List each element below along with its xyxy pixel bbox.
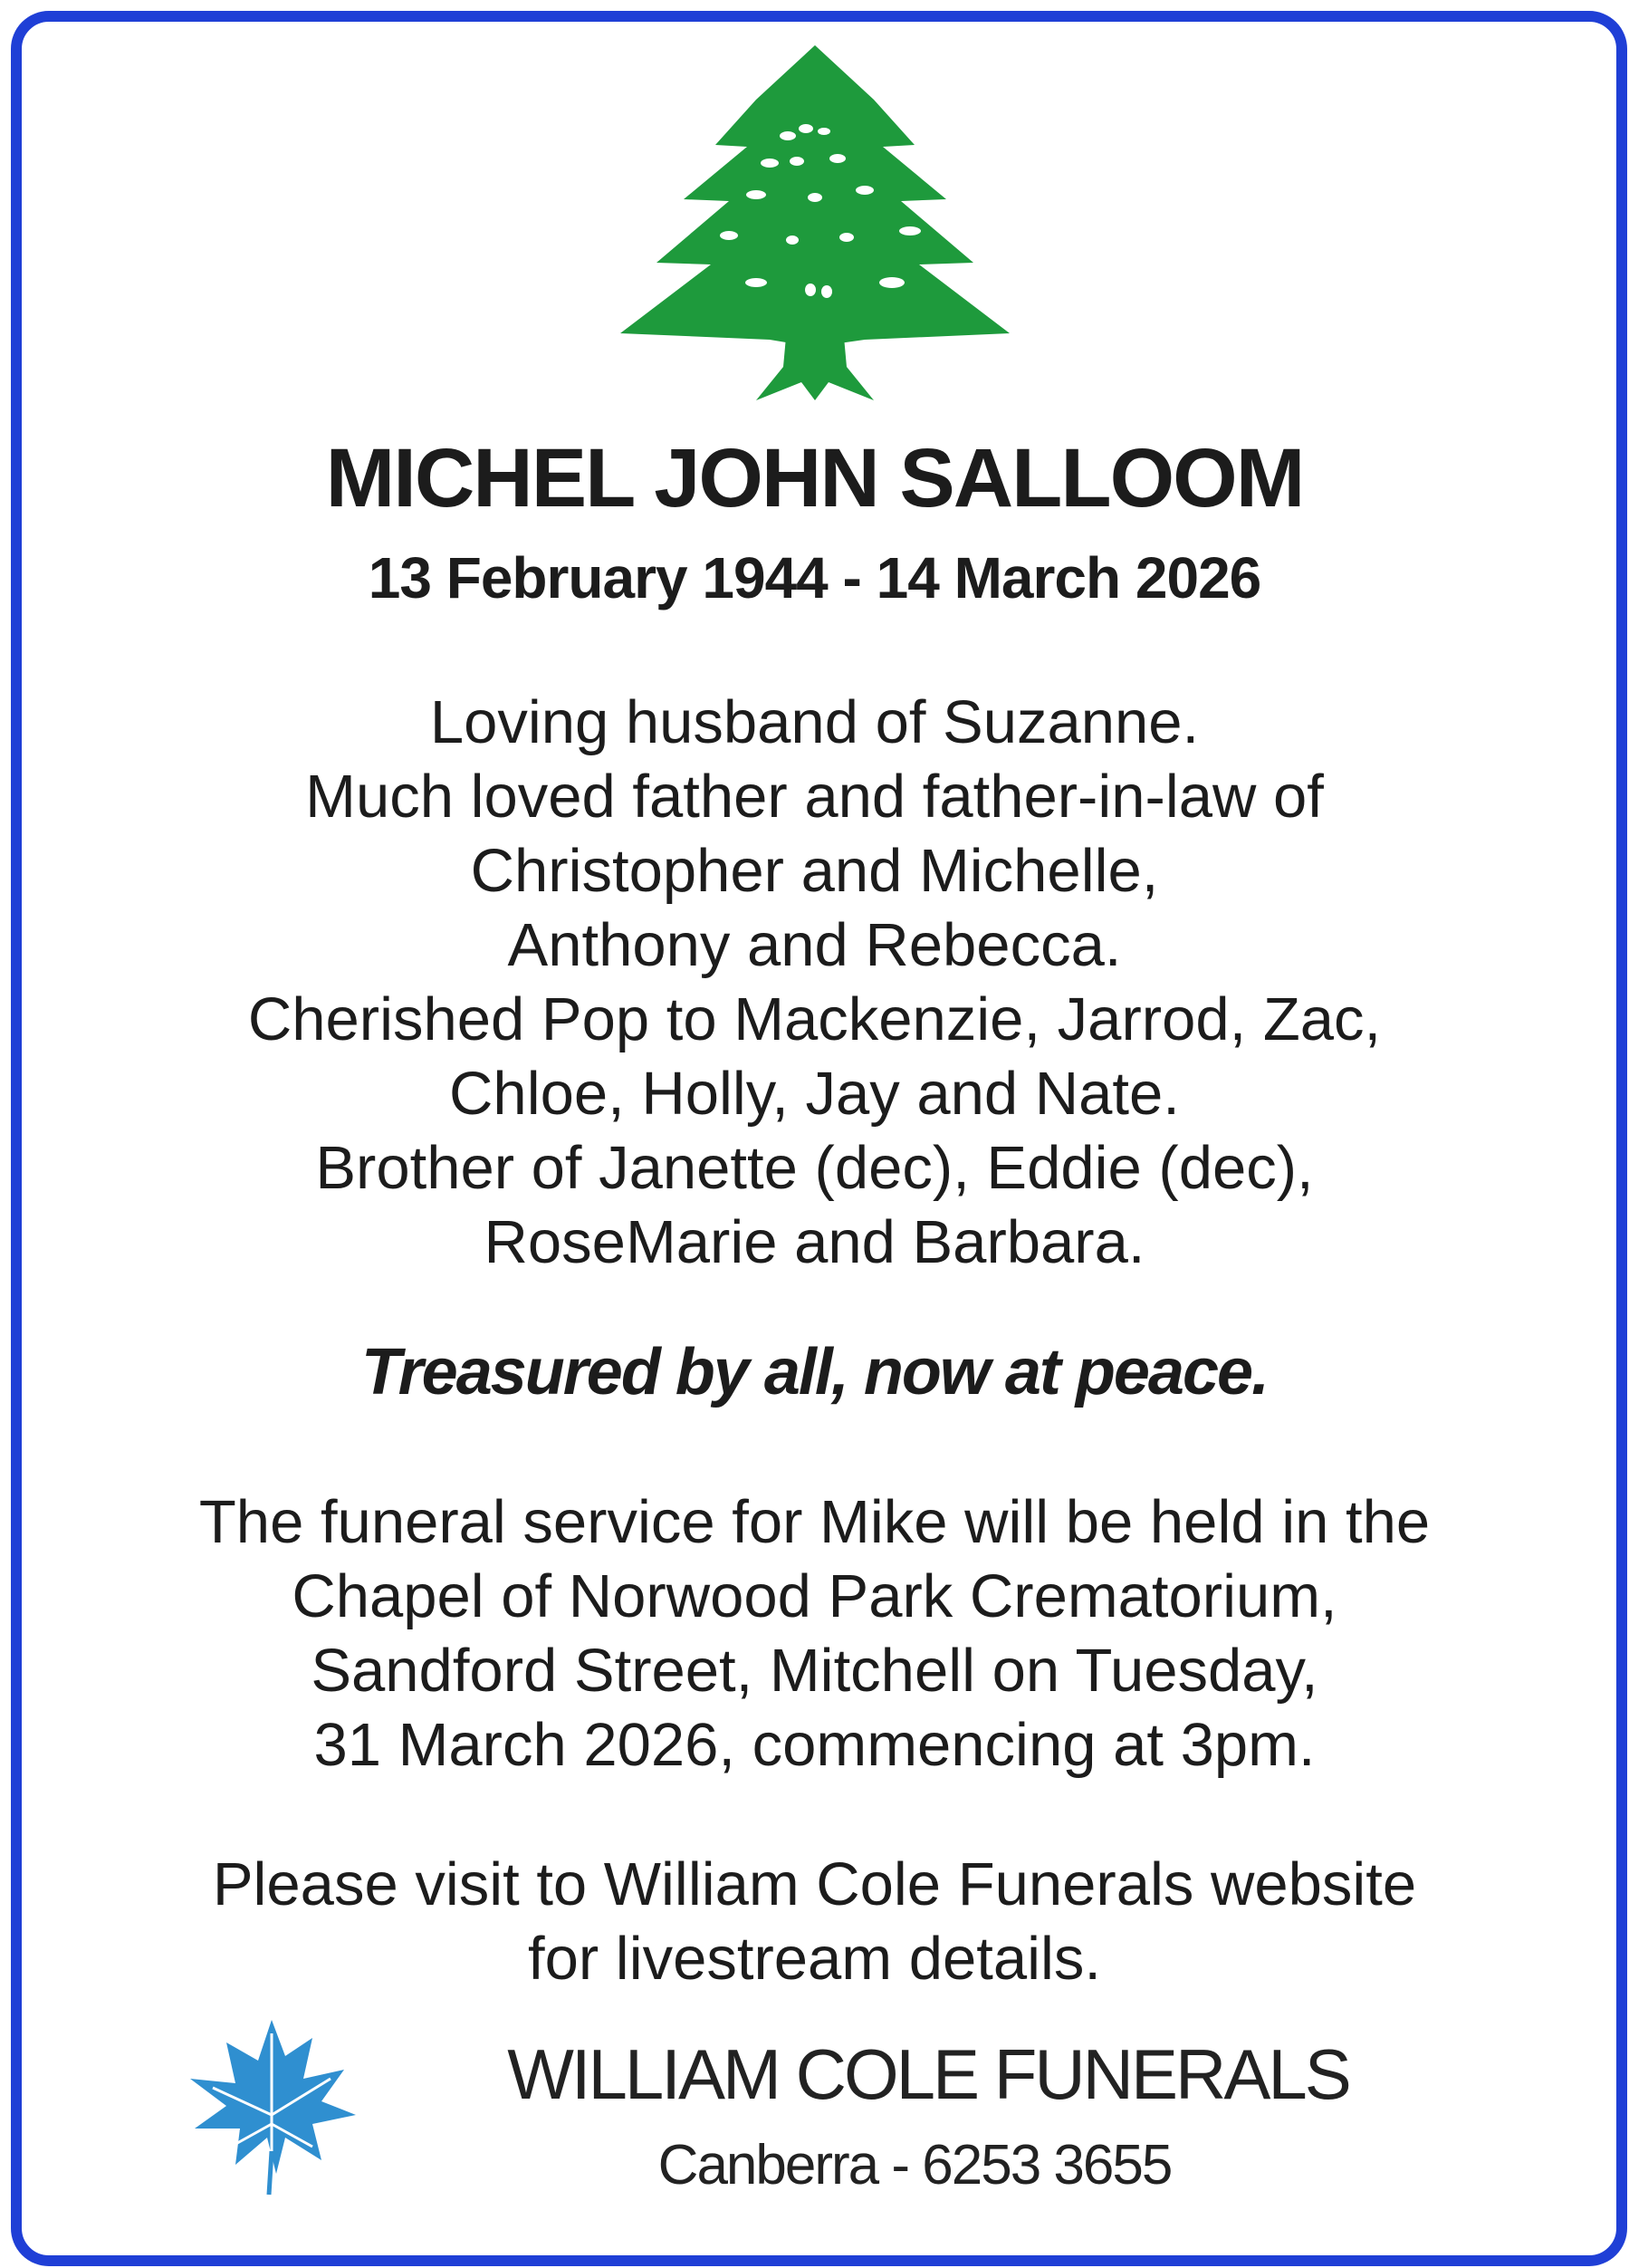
service-paragraph	[0, 1485, 1629, 1783]
family-line: Brother of Janette (dec), Eddie (dec),	[315, 1134, 1314, 1202]
service-line: 31 March 2026, commencing at 3pm.	[313, 1711, 1316, 1779]
funeral-home-name: WILLIAM COLE FUNERALS	[507, 2034, 1349, 2114]
livestream-line: for livestream details.	[528, 1925, 1101, 1993]
family-line: RoseMarie and Barbara.	[484, 1208, 1145, 1276]
service-line: The funeral service for Mike will be held in the	[198, 1488, 1431, 1556]
funeral-home-phone: Canberra - 6253 3655	[657, 2134, 1172, 2196]
service-line: Sandford Street, Mitchell on Tuesday,	[311, 1637, 1318, 1705]
maple-leaf-icon	[186, 2015, 358, 2196]
family-line: Cherished Pop to Mackenzie, Jarrod, Zac,	[247, 985, 1382, 1053]
life-dates: 13 February 1944 - 14 March 2026	[368, 545, 1261, 610]
service-line: Chapel of Norwood Park Crematorium,	[292, 1562, 1337, 1630]
family-line: Loving husband of Suzanne.	[429, 688, 1200, 756]
family-paragraph	[0, 686, 1629, 1280]
cedar-tree-icon	[620, 45, 1010, 400]
tribute-line: Treasured by all, now at peace.	[360, 1336, 1269, 1408]
family-line: Anthony and Rebecca.	[507, 911, 1122, 979]
livestream-line: Please visit to William Cole Funerals website	[212, 1850, 1417, 1918]
livestream-paragraph	[0, 1848, 1629, 1996]
family-line: Christopher and Michelle,	[470, 837, 1159, 905]
family-line: Much loved father and father-in-law of	[305, 763, 1324, 831]
family-line: Chloe, Holly, Jay and Nate.	[449, 1060, 1180, 1128]
deceased-name: MICHEL JOHN SALLOOM	[325, 432, 1304, 524]
